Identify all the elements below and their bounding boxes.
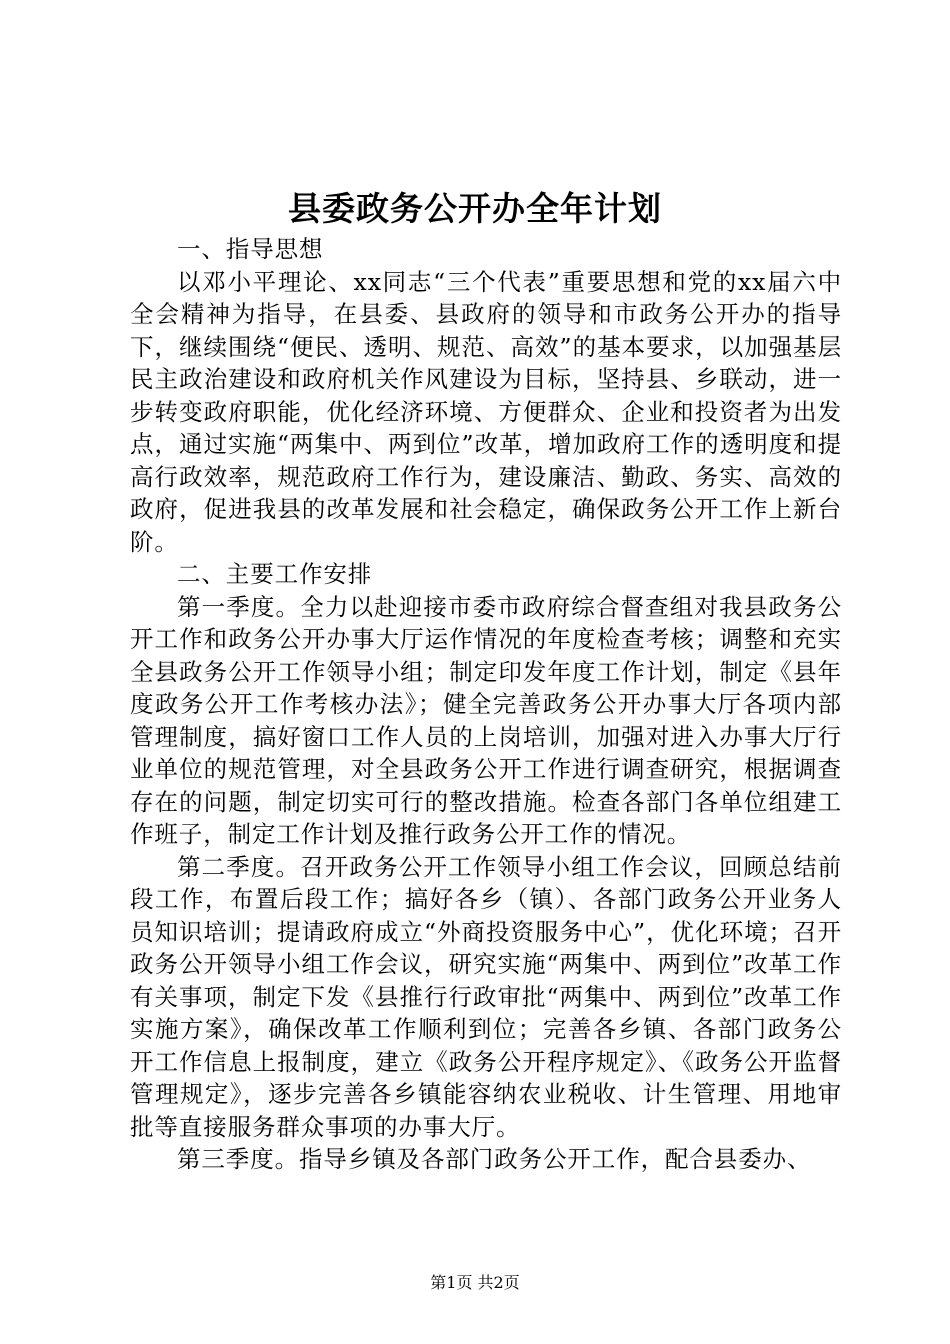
paragraph-first-quarter: 第一季度。全力以赴迎接市委市政府综合督查组对我县政务公开工作和政务公开办事大厅运作情况的年度检查考核；调整和充实全县政务公开工作领导小组；制定印发年度工作计划，制定《县年度政务公开工作考核办法》；健全完善政务公开办事大厅各项内部管理制度，搞好窗口工作人员的上岗培训，加强对进入办事大厅行业单位的规范管理，对全县政务公开工作进行调查研究，根据调查存在的问题，制定切实可行的整改措施。检查各部门各单位组建工作班子，制定工作计划及推行政务公开工作的情况。: [130, 592, 842, 848]
section-heading-guiding-ideology: 一、指导思想: [177, 235, 324, 263]
page-footer: 第1页 共2页: [430, 1273, 520, 1292]
paragraph-third-quarter: 第三季度。指导乡镇及各部门政务公开工作，配合县委办、: [177, 1145, 812, 1173]
paragraph-guiding-ideology: 以邓小平理论、xx同志“三个代表”重要思想和党的xx届六中全会精神为指导，在县委、县政府的领导和市政务公开办的指导下，继续围绕“便民、透明、规范、高效”的基本要求，以加强基层民主政治建设和政府机关作风建设为目标，坚持县、乡联动，进一步转变政府职能，优化经济环境、方便群众、企业和投资者为出发点，通过实施“两集中、两到位”改革，增加政府工作的透明度和提高行政效率，规范政府工作行为，建设廉洁、勤政、务实、高效的政府，促进我县的改革发展和社会稳定，确保政务公开工作上新台阶。: [130, 267, 842, 556]
document-body: [130, 233, 842, 1176]
section-heading-main-work: 二、主要工作安排: [177, 560, 373, 588]
paragraph-second-quarter: 第二季度。召开政务公开工作领导小组工作会议，回顾总结前段工作，布置后段工作；搞好各乡（镇）、各部门政务公开业务人员知识培训；提请政府成立“外商投资服务中心”，优化环境；召开政务公开领导小组工作会议，研究实施“两集中、两到位”改革工作有关事项，制定下发《县推行行政审批“两集中、两到位”改革工作实施方案》，确保改革工作顺利到位；完善各乡镇、各部门政务公开工作信息上报制度，建立《政务公开程序规定》、《政务公开监督管理规定》，逐步完善各乡镇能容纳农业税收、计生管理、用地审批等直接服务群众事项的办事大厅。: [130, 852, 842, 1141]
document-title: 县委政务公开办全年计划: [288, 189, 662, 228]
